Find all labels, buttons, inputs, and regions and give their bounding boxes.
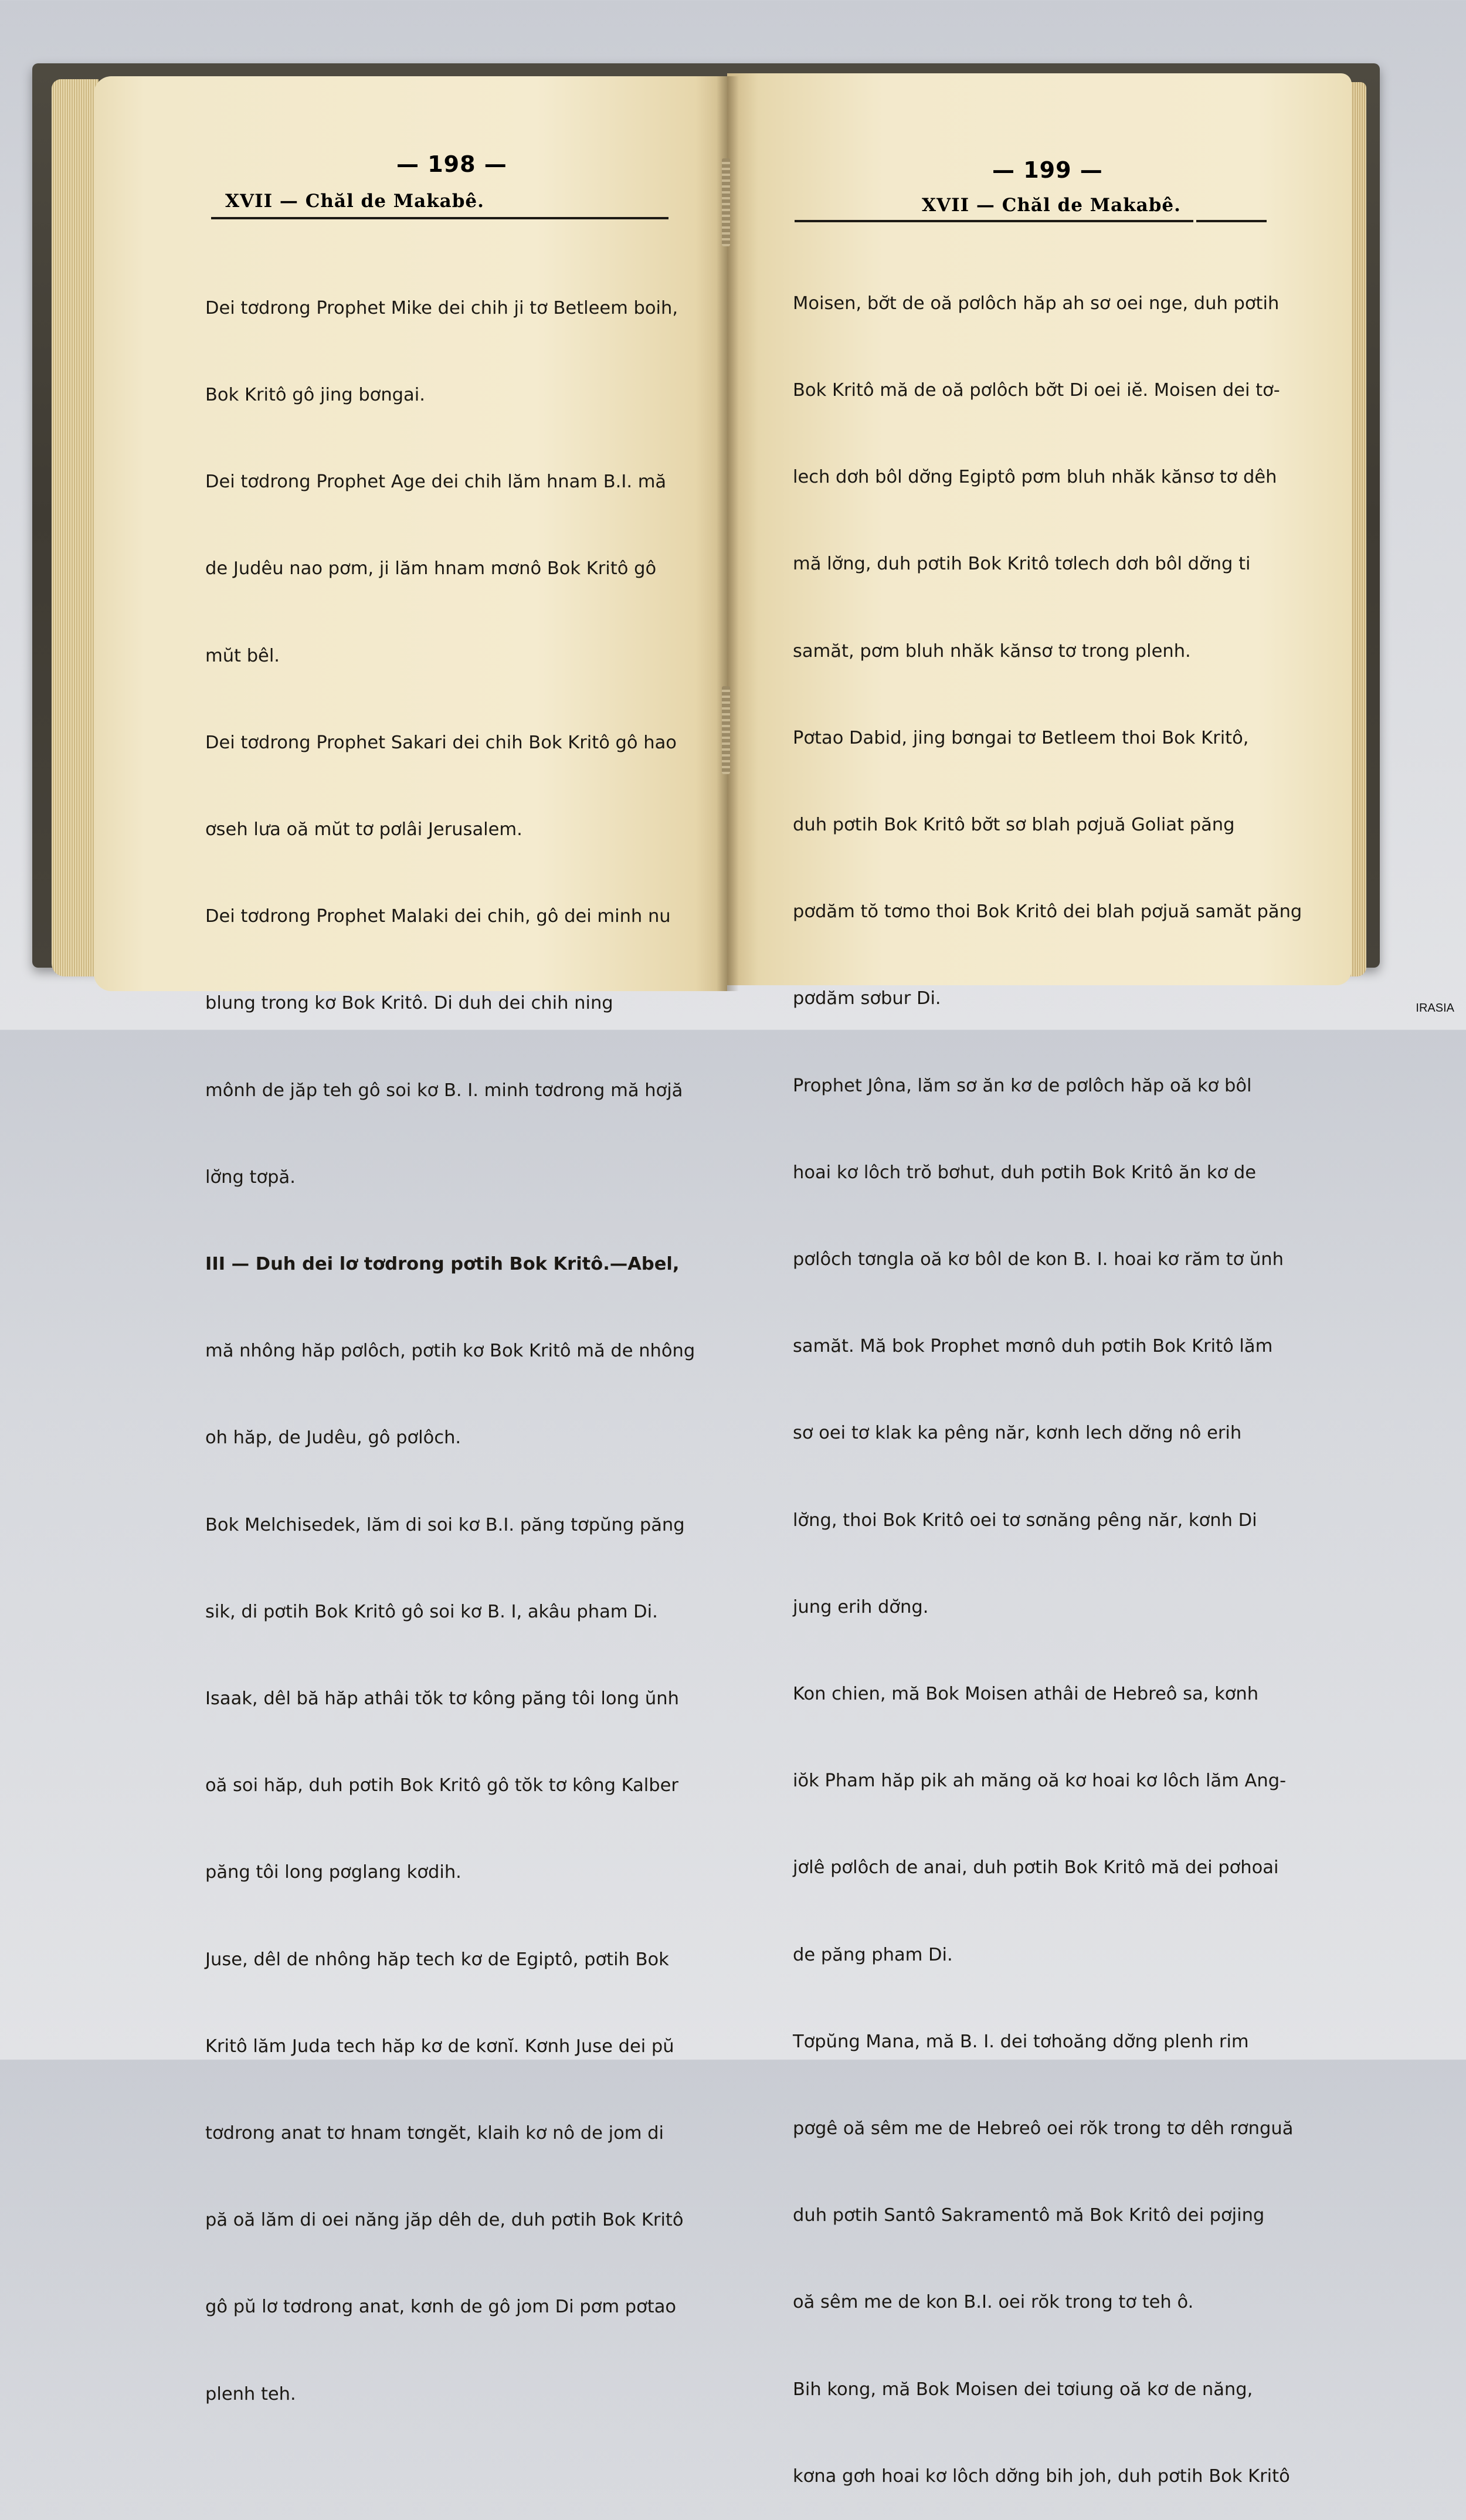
text-line: pơgê oă sêm me de Hebreô oei rŏk trong tơ dêh rơnguă (793, 2118, 1294, 2139)
binding-stitch (722, 158, 730, 246)
text-line: oă sêm me de kon B.I. oei rŏk trong tơ teh ô. (793, 2292, 1194, 2313)
text-line: Tơpŭng Mana, mă B. I. dei tơhoăng dơ̆ng plenh rim (793, 2031, 1249, 2052)
text-line: pơlôch tơngla oă kơ bôl de kon B. I. hoai kơ răm tơ ŭnh (793, 1249, 1284, 1270)
text-line: hoai kơ lôch trŏ bơhut, duh pơtih Bok Kritô ăn kơ de (793, 1162, 1257, 1183)
text-line: Pơtao Dabid, jing bơngai tơ Betleem thoi Bok Kritô, (793, 727, 1249, 748)
text-line: Bok Kritô gô jing bơngai. (205, 385, 425, 406)
right-header-rule-end (1196, 220, 1267, 222)
text-line: Moisen, bơ̆t de oă pơlôch hăp ah sơ oei nge, duh pơtih (793, 293, 1280, 314)
text-line: oă soi hăp, duh pơtih Bok Kritô gô tŏk tơ kông Kalber (205, 1775, 678, 1796)
left-header-rule (211, 217, 668, 219)
text-line: Bok Kritô mă de oă pơlôch bơ̆t Di oei iĕ. Moisen dei tơ- (793, 380, 1280, 401)
text-line: Juse, dêl de nhông hăp tech kơ de Egiptô, pơtih Bok (205, 1949, 669, 1970)
text-line: lech dơh bôl dơ̆ng Egiptô pơm bluh nhăk kănsơ tơ dêh (793, 467, 1277, 488)
text-line: pă oă lăm di oei năng jăp dêh de, duh pơtih Bok Kritô (205, 2210, 684, 2231)
text-line: jung erih dơ̆ng. (793, 1596, 929, 1617)
text-line: de Judêu nao pơm, ji lăm hnam mơnô Bok Kritô gô (205, 558, 657, 579)
text-line: kơna gơh hoai kơ lôch dơ̆ng bih joh, duh pơtih Bok Kritô (793, 2465, 1290, 2487)
watermark: IRASIA (1416, 1002, 1454, 1015)
text-line: mă nhông hăp pơlôch, pơtih kơ Bok Kritô mă de nhông (205, 1341, 695, 1362)
page-edges-left (52, 79, 99, 976)
text-line: tơdrong anat tơ hnam tơngĕt, klaih kơ nô de jom di (205, 2123, 664, 2144)
right-running-head: XVII — Chăl de Makabê. (922, 195, 1181, 216)
left-page-number: — 198 — (396, 151, 507, 177)
section-heading-line: III — Duh dei lơ tơdrong pơtih Bok Kritô.—Abel, (205, 1254, 680, 1275)
text-line: ơseh lưa oă mŭt tơ pơlâi Jerusalem. (205, 819, 522, 840)
text-line: Prophet Jôna, lăm sơ ăn kơ de pơlôch hăp oă kơ bôl (793, 1075, 1252, 1096)
left-page-body (205, 236, 695, 2437)
text-line: Kon chien, mă Bok Moisen athâi de Hebreô sa, kơnh (793, 1684, 1259, 1705)
text-line: blung trong kơ Bok Kritô. Di duh dei chih ning (205, 993, 613, 1014)
binding-stitch (722, 686, 730, 774)
text-line: samăt, pơm bluh nhăk kănsơ tơ trong plenh. (793, 640, 1191, 662)
text-line: gô pŭ lơ tơdrong anat, kơnh de gô jom Di pơm pơtao (205, 2297, 677, 2318)
text-line: lơ̆ng tơpă. (205, 1166, 296, 1188)
text-line: mônh de jăp teh gô soi kơ B. I. minh tơdrong mă hơjă (205, 1080, 683, 1101)
text-line: Bok Melchisedek, lăm di soi kơ B.I. păng tơpŭng păng (205, 1514, 685, 1535)
text-line: mă lơ̆ng, duh pơtih Bok Kritô tơlech dơh bôl dơ̆ng ti (793, 554, 1251, 575)
text-line: Dei tơdrong Prophet Malaki dei chih, gô dei minh nu (205, 906, 671, 927)
text-line: păng tôi long pơglang kơdih. (205, 1862, 461, 1883)
text-line: de păng pham Di. (793, 1944, 953, 1965)
right-page-number: — 199 — (992, 157, 1103, 183)
left-running-head: XVII — Chăl de Makabê. (225, 191, 484, 212)
text-line: Dei tơdrong Prophet Sakari dei chih Bok Kritô gô hao (205, 732, 677, 753)
text-line: Bih kong, mă Bok Moisen dei tơiung oă kơ de năng, (793, 2379, 1253, 2400)
text-line: Isaak, dêl bă hăp athâi tŏk tơ kông păng tôi long ŭnh (205, 1688, 679, 1710)
text-line: duh pơtih Bok Kritô bơ̆t sơ blah pơjuă Goliat păng (793, 815, 1235, 836)
right-header-rule (795, 220, 1193, 222)
text-line: jơlê pơlôch de anai, duh pơtih Bok Kritô mă dei pơhoai (793, 1857, 1279, 1878)
text-line: plenh teh. (205, 2383, 296, 2404)
text-line: Dei tơdrong Prophet Mike dei chih ji tơ Betleem boih, (205, 297, 678, 318)
text-line: sik, di pơtih Bok Kritô gô soi kơ B. I, akâu pham Di. (205, 1601, 658, 1622)
text-line: mŭt bêl. (205, 645, 280, 666)
text-line: lơ̆ng, thoi Bok Kritô oei tơ sơnăng pêng năr, kơnh Di (793, 1510, 1257, 1531)
text-line: oh hăp, de Judêu, gô pơlôch. (205, 1427, 461, 1449)
text-line: samăt. Mă bok Prophet mơnô duh pơtih Bok Kritô lăm (793, 1336, 1273, 1357)
text-line: Kritô lăm Juda tech hăp kơ de kơnĭ. Kơnh Juse dei pŭ (205, 2036, 674, 2057)
text-line: pơdăm sơbur Di. (793, 988, 941, 1009)
text-line: duh pơtih Santô Sakramentô mă Bok Kritô dei pơjing (793, 2205, 1265, 2226)
text-line: pơdăm tŏ tơmo thoi Bok Kritô dei blah pơjuă samăt păng (793, 901, 1302, 922)
right-page-body (793, 231, 1302, 2520)
text-line: Dei tơdrong Prophet Age dei chih lăm hnam B.I. mă (205, 472, 667, 493)
text-line: iŏk Pham hăp pik ah măng oă kơ hoai kơ lôch lăm Ang- (793, 1771, 1287, 1792)
text-line: sơ oei tơ klak ka pêng năr, kơnh lech dơ̆ng nô erih (793, 1423, 1242, 1444)
